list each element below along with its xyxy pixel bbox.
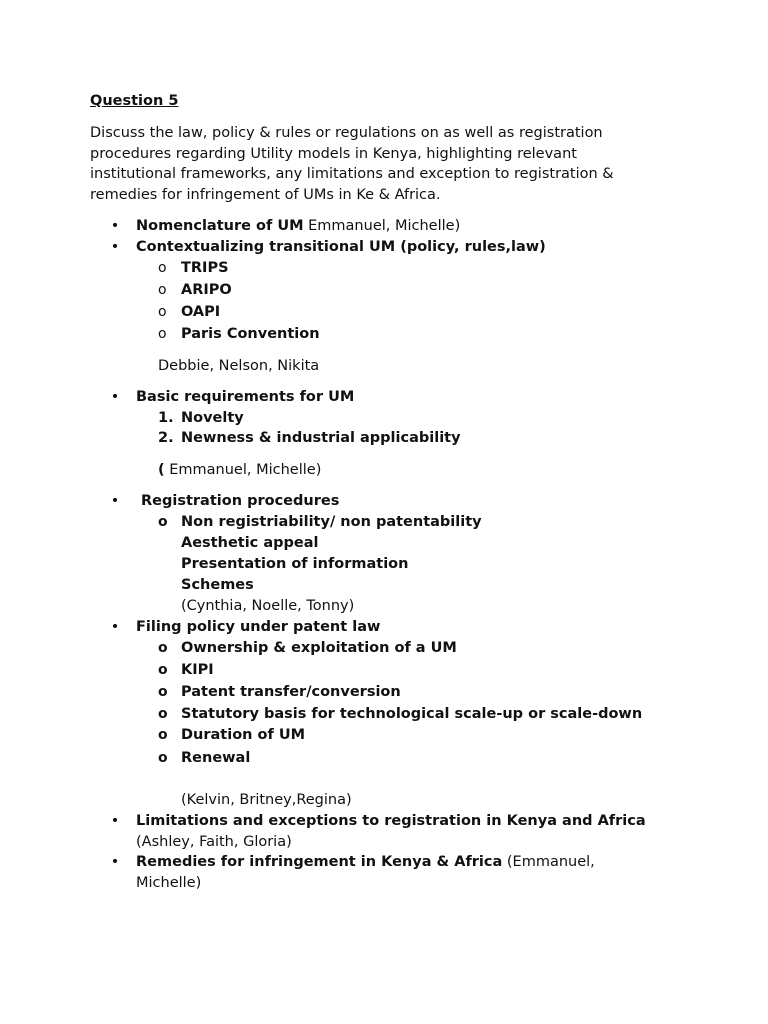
section-remedies-title: Remedies for infringement in Kenya & Africa bbox=[136, 854, 503, 870]
bullet-icon: • bbox=[110, 854, 120, 870]
names-paren: ( bbox=[158, 462, 165, 478]
list-number: 2. bbox=[158, 430, 174, 446]
section-registration-names: (Cynthia, Noelle, Tonny) bbox=[181, 598, 355, 614]
section-remedies bbox=[136, 852, 595, 872]
list-item-novelty: Novelty bbox=[181, 410, 244, 426]
section-filing-title: Filing policy under patent law bbox=[136, 619, 381, 635]
list-item-presentation: Presentation of information bbox=[181, 556, 409, 572]
sub-bullet-icon: o bbox=[158, 750, 168, 766]
list-item-renewal: Renewal bbox=[181, 750, 251, 766]
names-text: Emmanuel, Michelle) bbox=[164, 462, 322, 478]
bullet-icon: • bbox=[110, 493, 120, 509]
sub-bullet-icon: o bbox=[158, 326, 167, 342]
list-item-trips: TRIPS bbox=[181, 260, 229, 276]
list-item-newness: Newness & industrial applicability bbox=[181, 430, 461, 446]
list-item-non-registriability: Non registriability/ non patentability bbox=[181, 514, 482, 530]
sub-bullet-icon: o bbox=[158, 706, 168, 722]
sub-bullet-icon: o bbox=[158, 282, 167, 298]
bullet-icon: • bbox=[110, 218, 120, 234]
section-limitations-title: Limitations and exceptions to registration in Kenya and Africa bbox=[136, 813, 646, 829]
section-requirements-title: Basic requirements for UM bbox=[136, 389, 355, 405]
sub-bullet-icon: o bbox=[158, 640, 168, 656]
section-nomenclature-names: Emmanuel, Michelle) bbox=[303, 218, 461, 234]
bullet-icon: • bbox=[110, 619, 120, 635]
list-number: 1. bbox=[158, 410, 174, 426]
section-nomenclature bbox=[136, 216, 460, 236]
list-item-duration: Duration of UM bbox=[181, 727, 306, 743]
section-nomenclature-title: Nomenclature of UM bbox=[136, 218, 304, 234]
section-requirements-names bbox=[158, 460, 321, 480]
section-remedies-names: (Emmanuel, bbox=[502, 854, 595, 870]
sub-bullet-icon: o bbox=[158, 260, 167, 276]
question-title: Question 5 bbox=[90, 93, 179, 109]
bullet-icon: • bbox=[110, 389, 120, 405]
section-contextualizing-names: Debbie, Nelson, Nikita bbox=[158, 358, 320, 374]
section-filing-names: (Kelvin, Britney,Regina) bbox=[181, 792, 352, 808]
sub-bullet-icon: o bbox=[158, 514, 168, 530]
sub-bullet-icon: o bbox=[158, 304, 167, 320]
section-remedies-names-cont: Michelle) bbox=[136, 875, 202, 891]
intro-line-2: procedures regarding Utility models in Kenya, highlighting relevant bbox=[90, 146, 577, 162]
list-item-oapi: OAPI bbox=[181, 304, 221, 320]
list-item-aesthetic: Aesthetic appeal bbox=[181, 535, 319, 551]
bullet-icon: • bbox=[110, 813, 120, 829]
section-contextualizing-title: Contextualizing transitional UM (policy, rules,law) bbox=[136, 239, 546, 255]
list-item-transfer: Patent transfer/conversion bbox=[181, 684, 401, 700]
list-item-statutory: Statutory basis for technological scale-up or scale-down bbox=[181, 706, 643, 722]
sub-bullet-icon: o bbox=[158, 684, 168, 700]
sub-bullet-icon: o bbox=[158, 727, 168, 743]
list-item-schemes: Schemes bbox=[181, 577, 254, 593]
list-item-aripo: ARIPO bbox=[181, 282, 232, 298]
list-item-paris: Paris Convention bbox=[181, 326, 320, 342]
section-limitations-names: (Ashley, Faith, Gloria) bbox=[136, 834, 292, 850]
intro-line-3: institutional frameworks, any limitations and exception to registration & bbox=[90, 166, 614, 182]
bullet-icon: • bbox=[110, 239, 120, 255]
list-item-ownership: Ownership & exploitation of a UM bbox=[181, 640, 457, 656]
sub-bullet-icon: o bbox=[158, 662, 168, 678]
intro-line-4: remedies for infringement of UMs in Ke & Africa. bbox=[90, 187, 441, 203]
section-registration-title: Registration procedures bbox=[141, 493, 340, 509]
intro-line-1: Discuss the law, policy & rules or regulations on as well as registration bbox=[90, 125, 603, 141]
list-item-kipi: KIPI bbox=[181, 662, 214, 678]
